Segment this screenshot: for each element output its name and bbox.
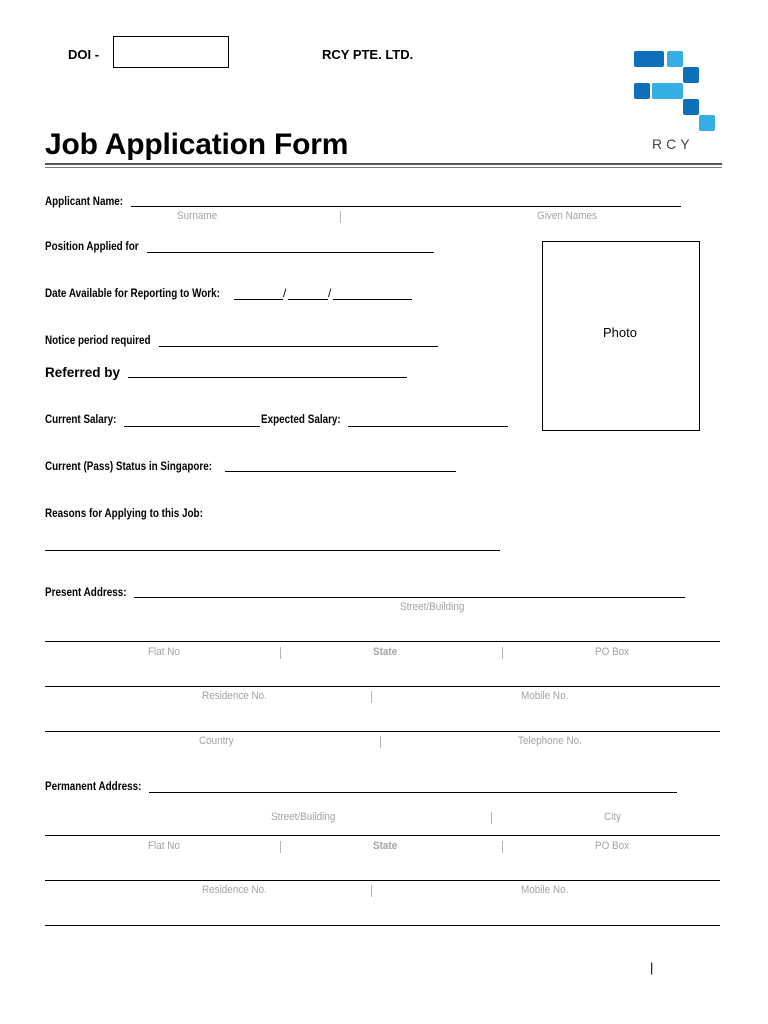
referred-by-input[interactable] bbox=[128, 377, 407, 378]
present-po-box-hint: PO Box bbox=[595, 646, 630, 658]
logo-block bbox=[683, 67, 699, 83]
current-salary-label: Current Salary: bbox=[45, 414, 117, 426]
permanent-mobile-hint: Mobile No. bbox=[521, 884, 569, 896]
page-title: Job Application Form bbox=[45, 128, 349, 161]
separator bbox=[371, 691, 372, 703]
permanent-residence-line[interactable] bbox=[45, 880, 720, 881]
permanent-residence-hint: Residence No. bbox=[202, 884, 267, 896]
date-slash: / bbox=[283, 286, 287, 300]
doi-label: DOI - bbox=[68, 47, 100, 62]
separator bbox=[502, 841, 503, 853]
position-input[interactable] bbox=[147, 252, 434, 253]
pass-status-input[interactable] bbox=[225, 471, 456, 472]
permanent-address-label: Permanent Address: bbox=[45, 781, 142, 793]
expected-salary-label: Expected Salary: bbox=[261, 414, 341, 426]
given-names-hint: Given Names bbox=[537, 210, 597, 222]
title-rule-thin bbox=[45, 167, 722, 168]
present-flat-line[interactable] bbox=[45, 641, 720, 642]
expected-salary-input[interactable] bbox=[348, 426, 508, 427]
photo-label: Photo bbox=[603, 325, 637, 340]
permanent-street-input[interactable] bbox=[149, 792, 677, 793]
permanent-state-hint: State bbox=[373, 840, 398, 852]
present-address-label: Present Address: bbox=[45, 587, 127, 599]
date-month-input[interactable] bbox=[288, 299, 328, 300]
logo-block bbox=[699, 115, 715, 131]
notice-period-label: Notice period required bbox=[45, 335, 151, 347]
logo-block bbox=[652, 83, 683, 99]
present-telephone-hint: Telephone No. bbox=[518, 735, 582, 747]
logo-block bbox=[634, 83, 650, 99]
company-name: RCY PTE. LTD. bbox=[322, 47, 414, 62]
applicant-name-input[interactable] bbox=[131, 206, 681, 207]
company-logo bbox=[630, 48, 720, 158]
notice-period-input[interactable] bbox=[159, 346, 438, 347]
date-year-input[interactable] bbox=[333, 299, 412, 300]
position-label: Position Applied for bbox=[45, 241, 139, 253]
logo-block bbox=[634, 51, 664, 67]
present-country-line[interactable] bbox=[45, 731, 720, 732]
doi-input[interactable] bbox=[113, 36, 229, 68]
separator bbox=[280, 841, 281, 853]
referred-by-label: Referred by bbox=[45, 365, 121, 380]
present-residence-line[interactable] bbox=[45, 686, 720, 687]
separator bbox=[380, 736, 381, 748]
present-country-hint: Country bbox=[199, 735, 234, 747]
title-rule bbox=[45, 163, 722, 165]
permanent-flat-hint: Flat No bbox=[148, 840, 180, 852]
applicant-name-label: Applicant Name: bbox=[45, 196, 124, 208]
present-flat-hint: Flat No bbox=[148, 646, 180, 658]
permanent-po-box-hint: PO Box bbox=[595, 840, 630, 852]
pass-status-label: Current (Pass) Status in Singapore: bbox=[45, 461, 213, 473]
permanent-street-hint: Street/Building bbox=[271, 811, 336, 823]
footer-mark: | bbox=[650, 960, 654, 975]
surname-hint: Surname bbox=[177, 210, 218, 222]
current-salary-input[interactable] bbox=[124, 426, 260, 427]
separator bbox=[280, 647, 281, 659]
logo-block bbox=[667, 51, 683, 67]
permanent-city-hint: City bbox=[604, 811, 622, 823]
date-day-input[interactable] bbox=[234, 299, 283, 300]
present-mobile-hint: Mobile No. bbox=[521, 690, 569, 702]
separator bbox=[371, 885, 372, 897]
present-residence-hint: Residence No. bbox=[202, 690, 267, 702]
present-street-hint: Street/Building bbox=[400, 601, 465, 613]
logo-text: RCY bbox=[652, 136, 694, 152]
reasons-label: Reasons for Applying to this Job: bbox=[45, 508, 203, 520]
permanent-flat-line[interactable] bbox=[45, 835, 720, 836]
separator bbox=[502, 647, 503, 659]
date-available-label: Date Available for Reporting to Work: bbox=[45, 288, 220, 300]
present-state-hint: State bbox=[373, 646, 398, 658]
date-slash: / bbox=[328, 286, 332, 300]
reasons-input[interactable] bbox=[45, 550, 500, 551]
logo-block bbox=[683, 99, 699, 115]
present-street-input[interactable] bbox=[134, 597, 685, 598]
separator bbox=[491, 812, 492, 824]
permanent-extra-line[interactable] bbox=[45, 925, 720, 926]
separator bbox=[340, 211, 341, 223]
